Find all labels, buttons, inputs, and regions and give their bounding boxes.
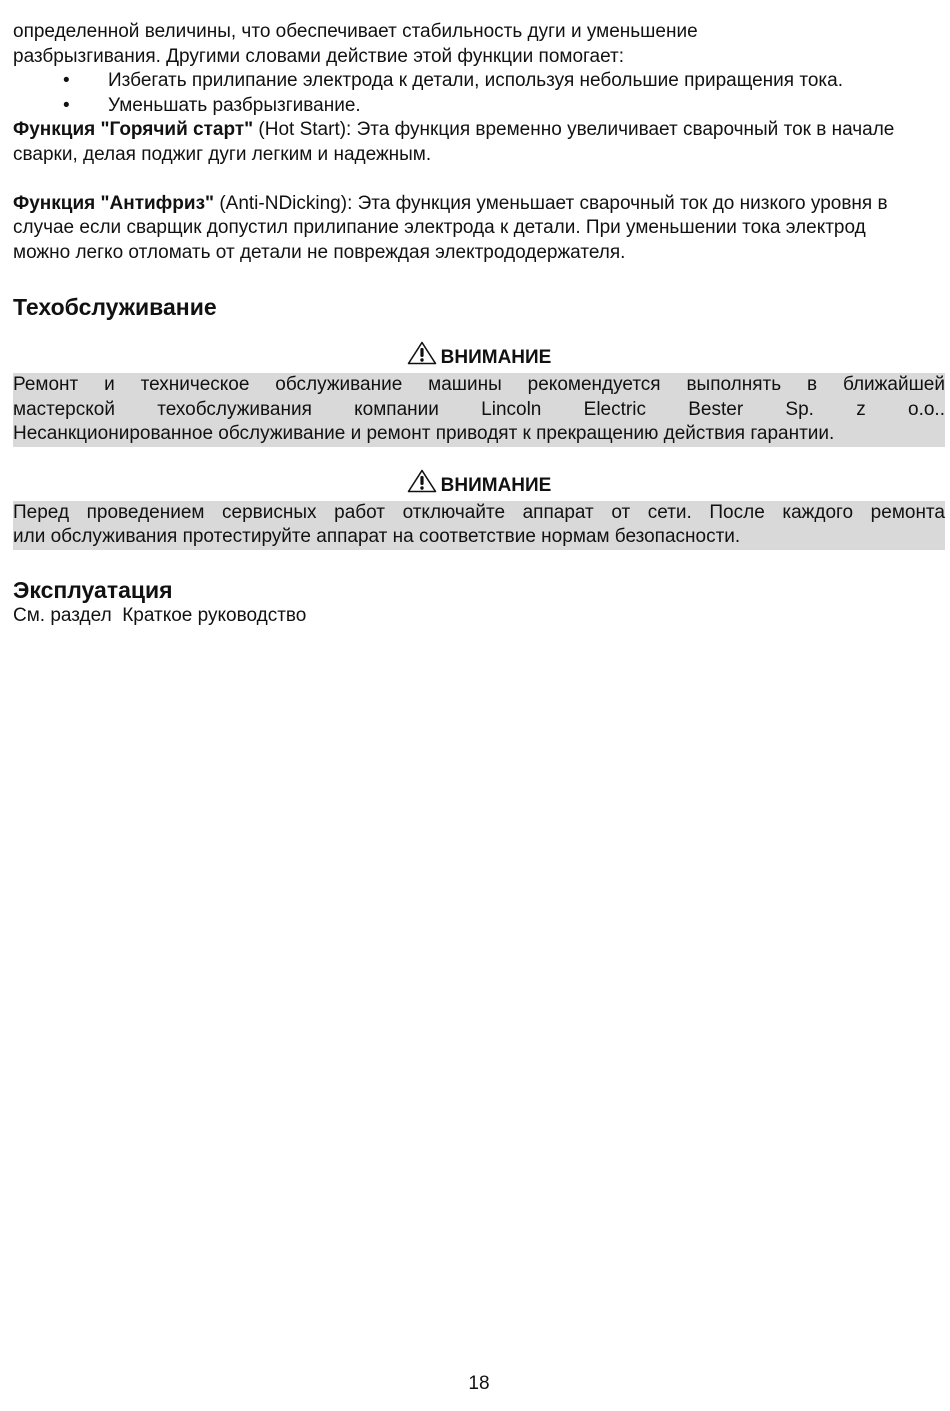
- anti-sticking-paragraph: [13, 192, 913, 266]
- spacer: [13, 550, 945, 576]
- warning-box-1: [13, 373, 945, 447]
- list-item: [13, 94, 945, 119]
- warning-title-2: [13, 469, 945, 501]
- warning-title-1: [13, 341, 945, 373]
- function-benefits-list: [13, 69, 945, 118]
- operation-heading: Эксплуатация: [13, 576, 173, 603]
- warning-triangle-icon: [407, 469, 437, 501]
- warning-1-line-1: Ремонт и техническое обслуживание машины рекомендуется выполнять в ближайшей: [13, 374, 945, 395]
- warning-title-text: ВНИМАНИЕ: [440, 347, 552, 368]
- page-number: 18: [468, 1373, 490, 1394]
- warning-box-2: [13, 501, 945, 550]
- anti-sticking-text: (Anti-NDicking): Эта функция уменьшает сварочный ток до низкого уровня в случае если сварщик допустил прилипание электрода к детали. При уменьшении тока электрод можно легко отломать от детали не повреждая электрододержателя.: [13, 192, 888, 263]
- spacer: [13, 265, 945, 293]
- hot-start-label: Функция "Горячий старт": [13, 119, 254, 140]
- intro-line-1: определенной величины, что обеспечивает стабильность дуги и уменьшение: [13, 21, 698, 42]
- operation-text: См. раздел Краткое руководство: [13, 604, 307, 626]
- bullet-icon: •: [63, 70, 70, 91]
- warning-triangle-icon: [407, 341, 437, 373]
- list-item-text: Уменьшать разбрызгивание.: [108, 94, 361, 116]
- spacer: [13, 447, 945, 469]
- anti-sticking-label: Функция "Антифриз": [13, 192, 215, 214]
- warning-title-text: ВНИМАНИЕ: [440, 474, 552, 496]
- warning-1-line-3: Несанкционированное обслуживание и ремонт приводят к прекращению действия гарантии.: [13, 423, 835, 444]
- intro-line-2: разбрызгивания. Другими словами действие этой функции помогает:: [13, 45, 625, 67]
- hot-start-paragraph: [13, 118, 918, 167]
- document-page: [13, 20, 945, 628]
- maintenance-heading: Техобслуживание: [13, 294, 217, 320]
- warning-1-line-2: мастерской техобслуживания компании Lincoln Electric Bester Sp. z o.o..: [13, 398, 945, 420]
- list-item-text: Избегать прилипание электрода к детали, используя небольшие приращения тока.: [108, 70, 843, 91]
- warning-2-line-1: Перед проведением сервисных работ отключайте аппарат от сети. После каждого ремонта: [13, 501, 945, 523]
- hot-start-text: (Hot Start): Эта функция временно увеличивает сварочный ток в начале сварки, делая поджиг дуги легким и надежным.: [13, 119, 895, 165]
- warning-2-line-2: или обслуживания протестируйте аппарат на соответствие нормам безопасности.: [13, 526, 741, 547]
- list-item: [13, 69, 945, 94]
- spacer: [13, 167, 945, 192]
- spacer: [13, 321, 945, 341]
- bullet-icon: •: [63, 94, 70, 116]
